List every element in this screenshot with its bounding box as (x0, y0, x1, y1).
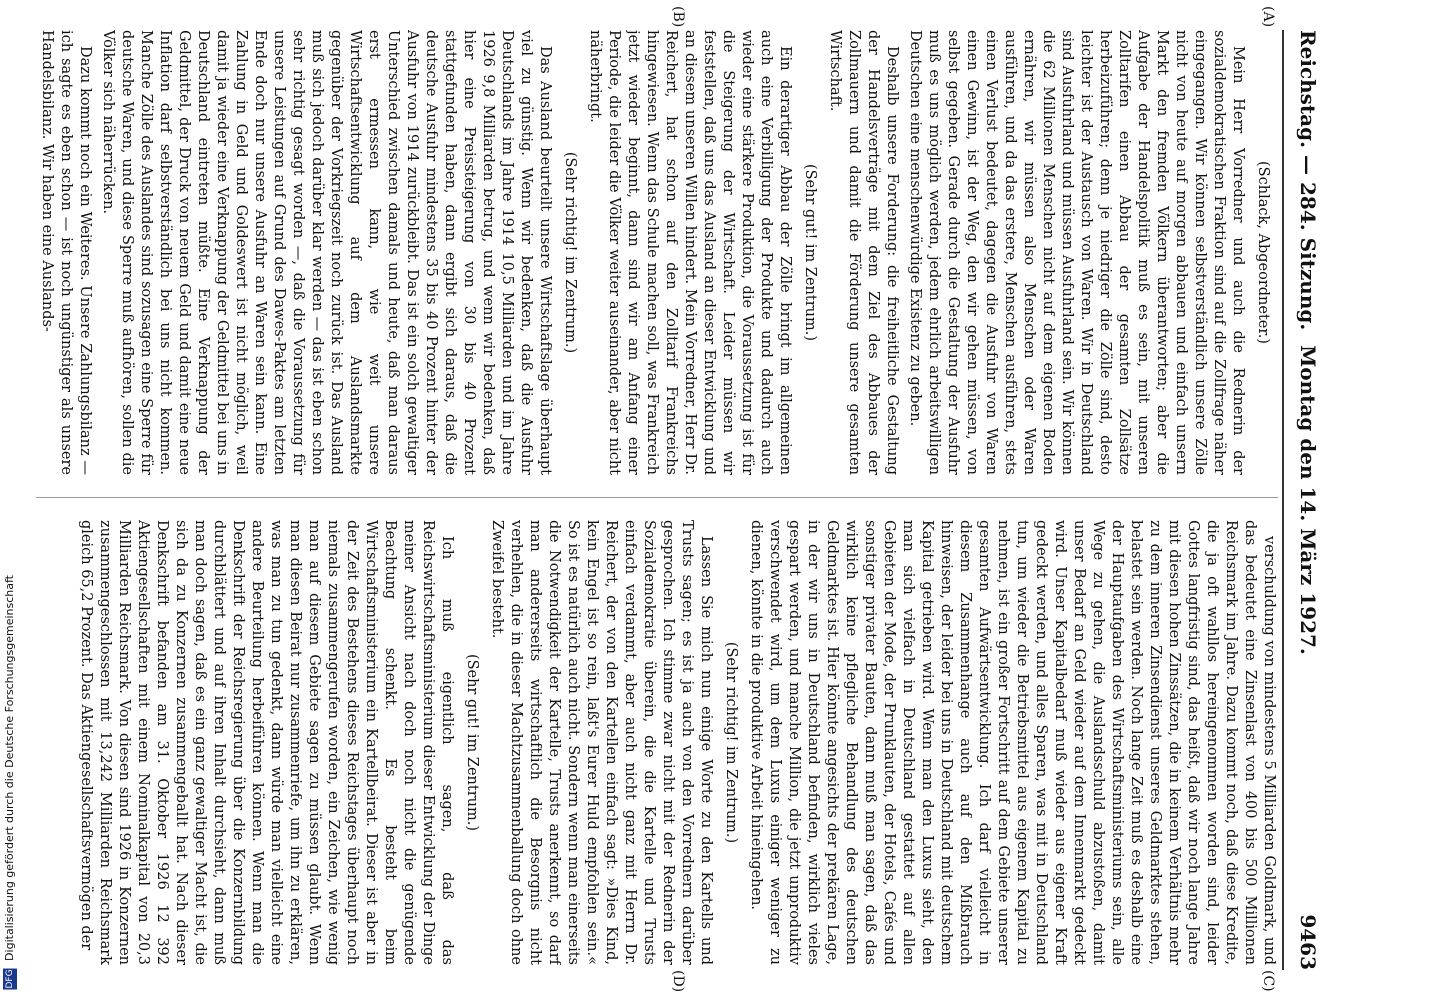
page-header (1284, 30, 1320, 970)
paragraph: Dazu kommt noch ein Weiteres. Unsere Zahlungsbilanz — ich sagte es eben schon — ist noch ungünstiger als unsere Handelsbilanz. Wir haben eine Auslands- (39, 30, 93, 475)
right-column (36, 520, 1278, 965)
margin-marker-a: (A) (1260, 6, 1276, 28)
paragraph: Lassen Sie mich nun einige Worte zu den Kartells und Trusts sagen; es ist ja auch von den Vorrednern darüber gesprochen. Ich stimme zwar nicht mit der Rednerin der Sozialdemokratie überein, die die Kartelle und Trusts einfach verdammt, aber auch nicht ganz mit Herrn Dr. Reichert, der von den Kartellen einfach sagt: »Dies Kind, kein Engel ist so rein, laßt's Eurer Huld empfohlen sein.« So ist es natürlich auch nicht. Sondern wenn man einerseits die Notwendigkeit der Kartelle, Trusts anerkennt, so darf man andererseits wirtschaftlich die Besorgnis nicht verhehlen, die in dieser Machtzusammenballung doch ohne Zweifel besteht. (489, 520, 714, 965)
paragraph: Ich muß eigentlich sagen, daß das Reichswirtschaftsministerium dieser Entwicklung der Dinge meiner Ansicht nach doch noch nicht die genügende Beachtung schenkt. Es besteht beim Wirtschaftsministerium ein Kartellbeirat. Dieser ist aber in der Zeit des Bestehens dieses Reichstages überhaupt noch niemals zusammengerufen worden, ein Zeichen, wie wenig man auf diesem Gebiete sagen zu müssen glaubt. Wenn man diesen Beirat nur zusammenriefe, um ihn zu erklären, was man zu tun gedenkt, dann würde man vielleicht eine andere Beurteilung herbeiführen können. Wenn man die Denkschrift der Reichsregierung über die Konzernbildung durchblättert und auf ihren Inhalt durchsieht, dann muß man doch sagen, daß es ein ganz gewaltiger Macht ist, die sich da zu Konzernen zusammengeballt hat. Nach dieser Denkschrift befanden am 31. Oktober 1926 12 392 Aktiengesellschaften mit einem Nominalkapital von 20,3 Milliarden Reichsmark. Von diesen sind 1926 in Konzernen zusammengeschlossen mit 13,242 Milliarden Reichsmark gleich 65,2 Prozent. Das Aktiengesellschaftsvermögen der (78, 520, 455, 965)
page-number: 9463 (1296, 914, 1320, 970)
digitization-credit (3, 575, 17, 990)
paragraph: (Sehr gut! im Zentrum.) (464, 653, 480, 832)
margin-marker-b: (B) (670, 6, 686, 28)
paragraph: (Sehr richtig! im Zentrum.) (723, 641, 739, 844)
paragraph: (Sehr gut! im Zentrum.) (802, 163, 818, 342)
credit-text: Digitalisierung gefördert durch die Deutsche Forschungsgemeinschaft (3, 575, 16, 962)
header-date: Montag den 14. März 1927. (1296, 345, 1320, 655)
paragraph: (Sehr richtig! im Zentrum.) (562, 151, 578, 354)
margin-marker-d: (D) (670, 970, 686, 993)
paragraph: (Schlack, Abgeordneter.) (1255, 161, 1271, 344)
digitization-sidebar (0, 0, 22, 1000)
header-session: Reichstag. — 284. Sitzung. (1296, 30, 1320, 331)
paragraph: Das Ausland beurteilt unsere Wirtschaftslage überhaupt viel zu günstig. Wenn wir bedenken, daß die Ausfuhr Deutschlands im Jahre 1914 10,5 Milliarden und im Jahre 1926 9,8 Milliarden betrug, und wenn wir bedenken, daß hier eine Preissteigerung von 30 bis 40 Prozent stattgefunden haben, dann ergibt sich daraus, daß die deutsche Ausfuhr mindestens 35 bis 40 Prozent hinter der Ausfuhr von 1914 zurückbleibt. Das ist ein solch gewaltiger Unterschied zwischen damals und heute, daß man daraus erst ermessen kann, wie weit unsere Wirtschaftsentwicklung auf dem Auslandsmarkte gegenüber der Vorkriegszeit noch zurück ist. Das Ausland muß sich jedoch darüber klar werden — das ist eben schon sehr richtig gesagt worden —, daß die Voraussetzung für unsere Leistungen auf Grund des Dawes-Paktes am letzten Ende doch nur unsere Ausfuhr an Waren sein kann. Eine Zahlung in Geld und Goldeswert ist nicht möglich, weil damit ja wieder eine Verknappung der Geldmittel bei uns in Deutschland eintreten müßte. Eine Verknappung der Geldmittel, der Druck von neuem Geld und damit eine neue Inflation darf selbstverständlich bei uns nicht kommen. Manche Zölle des Auslandes sind sozusagen eine Sperre für deutsche Waren, und diese Sperre muß aufhören, sollen die Völker sich näherrücken. (100, 30, 553, 475)
paragraph: Mein Herr Vorredner und auch die Rednerin der sozialdemokratischen Fraktion sind auf die Zollfrage näher eingegangen. Wir können selbstverständlich unsere Zölle nicht von heute auf morgen abbauen und einfach unsern Markt den fremden Völkern überantworten; aber die Aufgabe der Handelspolitik muß es sein, mit unseren Zolltarifen einen Abbau der gesamten Zollsätze herbeizuführen; denn je niedriger die Zölle sind, desto leichter ist der Austausch von Waren. Wir in Deutschland sind Ausfuhrland und müssen Ausfuhrland sein. Wir können die 62 Millionen Menschen nicht auf dem eigenen Boden ernähren, wir müssen also Menschen oder Waren ausführen, und da das erstere, Menschen ausführen, stets einen Verlust bedeutet, dagegen die Ausfuhr von Waren einen Gewinn, ist der Weg, den wir gehen müssen, von selbst gegeben. Gerade durch die Gestaltung der Ausfuhr muß es uns möglich werden, jedem ehrlich arbeitswilligen Deutschen eine menschenwürdige Existenz zu geben. (907, 30, 1246, 475)
margin-marker-c: (C) (1260, 970, 1276, 992)
left-column (36, 30, 1278, 475)
paragraph: Ein derartiger Abbau der Zölle bringt im allgemeinen auch eine Verbilligung der Produkte und dadurch auch wieder eine stärkere Produktion, die Voraussetzung ist für die Steigerung der Wirtschaft. Leider müssen wir feststellen, daß uns das Ausland an dieser Entwicklung und an diesem unseren Willen hindert. Mein Vorredner, Herr Dr. Reichert, hat schon auf den Zolltarif Frankreichs hingewiesen. Wenn das Schule machen soll, was Frankreich jetzt wieder beginnt, dann sind wir am Anfang einer Periode, die leider die Völker weiter auseinander, aber nicht näherbringt. (587, 30, 793, 475)
paragraph: Deshalb unsere Forderung: die freiheitliche Gestaltung der Handelsverträge mit dem Ziel des Abbaues der Zollmauern und damit die Förderung unsere gesamten Wirtschaft. (827, 30, 900, 475)
column-divider (36, 497, 1278, 498)
paragraph: verschuldung von mindestens 5 Milliarden Goldmark, und das bedeutet eine Zinsenlast von 400 bis 500 Millionen Reichsmark im Jahre. Dazu kommt noch, daß diese Kredite, die ja oft wahllos hereingenommen worden sind, leider Gottes langfristig sind, das heißt, daß wir noch lange Jahre mit diesen hohen Zinssätzen, die in keinem Verhältnis mehr zu dem inneren Zinsendienst unseres Geldmarktes stehen, belastet sein werden. Noch lange Zeit muß es deshalb eine der Hauptaufgaben des Wirtschaftsministeriums sein, alle Wege zu gehen, die Auslandsschuld abzustoßen, damit unser Bedarf an Geld wieder auf dem Innenmarkt gedeckt wird. Unser Kapitalbedarf muß wieder aus eigener Kraft gedeckt werden, und alles Sparen, was mit in Deutschland tun, um wieder die Betriebsmittel aus eigenem Kapital zu nehmen, ist ein großer Fortschritt auf dem Gebiete unserer gesamten Aufwärtsentwicklung. Ich darf vielleicht in diesem Zusammenhange auch auf den Mißbrauch hinweisen, der leider bei uns in Deutschland mit deutschem Kapital getrieben wird. Wenn man den Luxus sieht, den man sich vielfach in Deutschland gestattet auf allen Gebieten der Mode, der Prunklauten, der Hotels, Cafés und sonstiger privater Bauten, dann muß man sagen, daß das wirklich keine pflegliche Behandlung des deutschen Geldmarktes ist. Hier könnte angesichts der prekären Lage, in der wir uns in Deutschland befinden, wirklich vieles gespart werden, und manche Million, die jetzt unproduktiv verschwendet wird, um dem Luxus einiger weniger zu dienen, könnte in die produktive Arbeit hineingehen. (748, 520, 1277, 965)
header-rule (1282, 30, 1284, 970)
dfg-logo: DFG (5, 969, 15, 989)
